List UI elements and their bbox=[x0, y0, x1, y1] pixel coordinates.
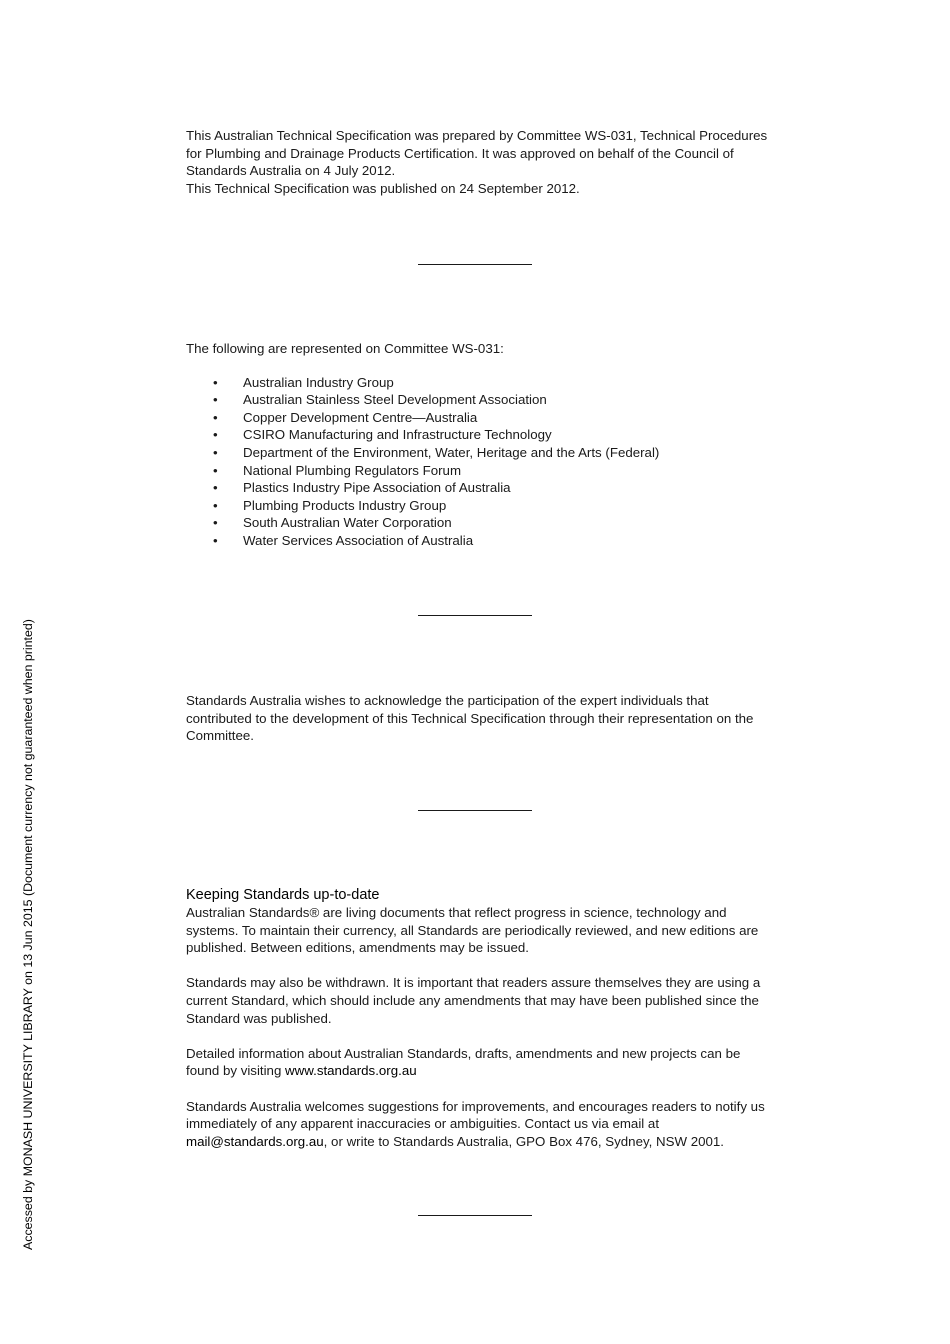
member-name: Australian Stainless Steel Development Association bbox=[243, 392, 547, 408]
member-name: South Australian Water Corporation bbox=[243, 515, 452, 531]
member-name: CSIRO Manufacturing and Infrastructure Technology bbox=[243, 427, 552, 443]
section-divider bbox=[418, 1215, 532, 1216]
bullet-icon: • bbox=[213, 409, 218, 425]
living-documents-paragraph: Australian Standards® are living documents that reflect progress in science, technology and systems. To maintain their currency, all Standards are periodically reviewed, and new editions are published. Between editions, amendments may be issued. bbox=[186, 905, 759, 956]
list-item bbox=[186, 514, 776, 532]
access-side-note: Accessed by MONASH UNIVERSITY LIBRARY on 13 Jun 2015 (Document currency not guaranteed when printed) bbox=[21, 619, 35, 1250]
committee-section bbox=[186, 340, 776, 550]
section-divider bbox=[418, 810, 532, 811]
bullet-icon: • bbox=[213, 427, 218, 443]
bullet-icon: • bbox=[213, 480, 218, 496]
list-item bbox=[186, 479, 776, 497]
committee-intro: The following are represented on Committee WS-031: bbox=[186, 341, 504, 356]
acknowledgement-paragraph: Standards Australia wishes to acknowledge the participation of the expert individuals that contributed to the development of this Technical Specification through their representation on the Committee. bbox=[186, 693, 754, 744]
member-name: Australian Industry Group bbox=[243, 374, 394, 390]
bullet-icon: • bbox=[213, 532, 218, 548]
website-link[interactable]: www.standards.org.au bbox=[285, 1063, 417, 1079]
list-item bbox=[186, 462, 776, 480]
bullet-icon: • bbox=[213, 462, 218, 478]
list-item bbox=[186, 532, 776, 550]
keeping-standards-section bbox=[186, 886, 776, 1168]
bullet-icon: • bbox=[213, 515, 218, 531]
postal-address-text: , or write to Standards Australia, GPO Box 476, Sydney, NSW 2001. bbox=[323, 1133, 724, 1149]
committee-member-list bbox=[186, 374, 776, 550]
member-name: National Plumbing Regulators Forum bbox=[243, 462, 462, 478]
member-name: Department of the Environment, Water, Heritage and the Arts (Federal) bbox=[243, 444, 660, 460]
list-item bbox=[186, 409, 776, 427]
keeping-standards-heading: Keeping Standards up-to-date bbox=[186, 887, 380, 903]
section-divider bbox=[418, 264, 532, 265]
suggestions-text: Standards Australia welcomes suggestions for improvements, and encourages readers to notify us immediately of any apparent inaccuracies or ambiguities. Contact us via email at bbox=[186, 1098, 765, 1132]
bullet-icon: • bbox=[213, 497, 218, 513]
section-divider bbox=[418, 615, 532, 616]
list-item bbox=[186, 426, 776, 444]
list-item bbox=[186, 497, 776, 515]
member-name: Plumbing Products Industry Group bbox=[243, 497, 447, 513]
member-name: Water Services Association of Australia bbox=[243, 532, 474, 548]
preparation-paragraph: This Australian Technical Specification was prepared by Committee WS-031, Technical Procedures for Plumbing and Drainage Products Certification. It was approved on behalf of the Council of Standards Australia on 4 July 2012. bbox=[186, 128, 768, 179]
acknowledgement-section bbox=[186, 692, 776, 745]
information-text: Detailed information about Australian Standards, drafts, amendments and new projects can be found by visiting bbox=[186, 1045, 741, 1079]
bullet-icon: • bbox=[213, 444, 218, 460]
list-item bbox=[186, 444, 776, 462]
member-name: Copper Development Centre—Australia bbox=[243, 409, 478, 425]
list-item bbox=[186, 374, 776, 392]
bullet-icon: • bbox=[213, 374, 218, 390]
email-link[interactable]: mail@standards.org.au bbox=[186, 1133, 324, 1149]
list-item bbox=[186, 391, 776, 409]
preparation-section bbox=[186, 127, 776, 197]
information-paragraph bbox=[186, 1045, 776, 1080]
suggestions-paragraph bbox=[186, 1098, 776, 1151]
publication-date-paragraph: This Technical Specification was published on 24 September 2012. bbox=[186, 180, 580, 196]
bullet-icon: • bbox=[213, 392, 218, 408]
member-name: Plastics Industry Pipe Association of Australia bbox=[243, 480, 511, 496]
withdrawn-paragraph: Standards may also be withdrawn. It is important that readers assure themselves they are using a current Standard, which should include any amendments that may have been published since the Standard was published. bbox=[186, 975, 761, 1026]
